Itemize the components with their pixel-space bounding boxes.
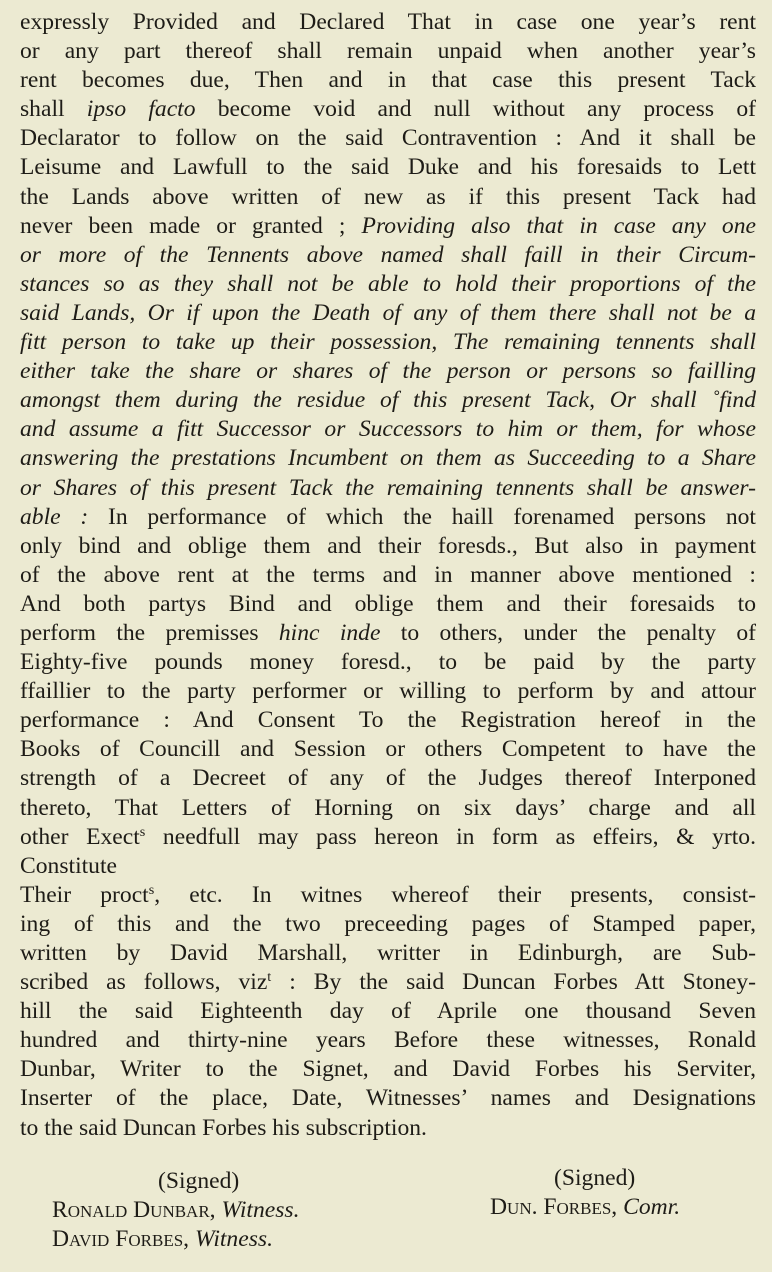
- text-line: [20, 415, 756, 444]
- italic-phrase: fitt person to take up their possession, The remaining tennents shall: [20, 329, 756, 356]
- principal-name: Dun. Forbes,: [490, 1194, 618, 1220]
- text-line: the Lands above written of new as if this present Tack had: [20, 183, 756, 210]
- italic-phrase: hinc inde: [278, 619, 381, 646]
- principal-signature-dun-forbes: [490, 1193, 680, 1222]
- text-line: shall ipso facto become void and null without any process of: [20, 96, 756, 123]
- italic-phrase: said Lands, Or if upon the Death of any of them there shall not be a: [20, 299, 756, 326]
- witness-name: David Forbes,: [52, 1226, 190, 1252]
- superscript-abbreviation: t: [267, 969, 272, 986]
- text-line: or any part thereof shall remain unpaid when another year’s: [20, 38, 756, 65]
- text-line: [20, 241, 756, 270]
- italic-phrase: able :: [20, 503, 89, 530]
- text-line: Constitute: [20, 852, 118, 879]
- text-line: performance : And Consent To the Registration hereof in the: [20, 707, 756, 734]
- italic-phrase: and assume a fitt Successor or Successors to him or them, for whose: [20, 416, 756, 443]
- text-line: ffaillier to the party performer or willing to perform by and attour: [20, 678, 756, 705]
- text-line: [20, 386, 756, 415]
- text-line: [20, 357, 756, 386]
- italic-phrase: answering the prestations Incumbent on them as Succeeding to a Share: [20, 445, 756, 472]
- italic-phrase: stances so as they shall not be able to hold their proportions of the: [20, 270, 756, 297]
- text-line: [20, 328, 756, 357]
- text-line: [20, 474, 756, 503]
- text-line: [20, 444, 756, 473]
- text-line: hundred and thirty-nine years Before these witnesses, Ronald: [20, 1027, 756, 1054]
- italic-phrase: either take the share or shares of the person or persons so failling: [20, 358, 756, 385]
- text-line: ing of this and the two preceeding pages of Stamped paper,: [20, 910, 756, 937]
- text-line: hill the said Eighteenth day of Aprile one thousand Seven: [20, 998, 756, 1025]
- text-line: to the said Duncan Forbes his subscription.: [20, 1114, 427, 1141]
- right-signed-label: (Signed): [554, 1165, 636, 1191]
- witness-signature-david-forbes: [52, 1225, 273, 1254]
- deed-body-text: [20, 8, 756, 1143]
- italic-phrase: amongst them during the residue of this present Tack, Or shall ˚find: [20, 387, 756, 414]
- witness-name: Ronald Dunbar,: [52, 1197, 216, 1223]
- superscript-abbreviation: s: [148, 882, 155, 899]
- text-line: of the above rent at the terms and in manner above mentioned :: [20, 561, 756, 588]
- text-line: Inserter of the place, Date, Witnesses’ names and Designations: [20, 1085, 756, 1112]
- text-line: able : In performance of which the haill forenamed persons not: [20, 503, 756, 530]
- text-line: [20, 299, 756, 328]
- text-line: strength of a Decreet of any of the Judges thereof Interponed: [20, 765, 756, 792]
- witness-role: Witness.: [194, 1226, 273, 1252]
- text-line: Their proct$^s$, etc. In witnes whereof their presents, consist-: [20, 881, 756, 908]
- principal-role: Comr.: [623, 1194, 681, 1220]
- text-line: rent becomes due, Then and in that case this present Tack: [20, 67, 756, 94]
- text-line: perform the premisses hinc inde to others, under the penalty of: [20, 619, 756, 646]
- italic-phrase: or more of the Tennents above named shall faill in their Circum-: [20, 241, 756, 268]
- text-line: thereto, That Letters of Horning on six days’ charge and all: [20, 794, 756, 821]
- italic-phrase: Providing also that in case any one: [361, 212, 756, 239]
- text-line: written by David Marshall, writter in Edinburgh, are Sub-: [20, 940, 756, 966]
- text-line: other Exect$^s$ needfull may pass hereon in form as effeirs, & yrto.: [20, 823, 756, 850]
- witness-signature-ronald-dunbar: [52, 1196, 299, 1225]
- text-line: [20, 270, 756, 299]
- text-line: Dunbar, Writer to the Signet, and David Forbes his Serviter,: [20, 1056, 756, 1083]
- text-line: never been made or granted ; Providing also that in case any one: [20, 212, 756, 239]
- text-line: only bind and oblige them and their foresds., But also in payment: [20, 532, 756, 559]
- superscript-abbreviation: s: [139, 823, 146, 840]
- text-line: Books of Councill and Session or others Competent to have the: [20, 736, 756, 763]
- text-line: expressly Provided and Declared That in case one year’s rent: [20, 9, 756, 35]
- witness-role: Witness.: [221, 1197, 300, 1223]
- text-line: And both partys Bind and oblige them and their foresaids to: [20, 590, 756, 617]
- left-signed-label: (Signed): [158, 1168, 240, 1194]
- text-line: Declarator to follow on the said Contravention : And it shall be: [20, 125, 756, 152]
- text-line: scribed as follows, viz$^t$ : By the said Duncan Forbes Att Stoney-: [20, 969, 756, 996]
- italic-phrase: ipso facto: [86, 96, 196, 123]
- text-line: Eighty-five pounds money foresd., to be paid by the party: [20, 649, 756, 676]
- italic-phrase: or Shares of this present Tack the remaining tennents shall be answer-: [20, 474, 756, 501]
- text-line: Leisume and Lawfull to the said Duke and his foresaids to Lett: [20, 154, 756, 181]
